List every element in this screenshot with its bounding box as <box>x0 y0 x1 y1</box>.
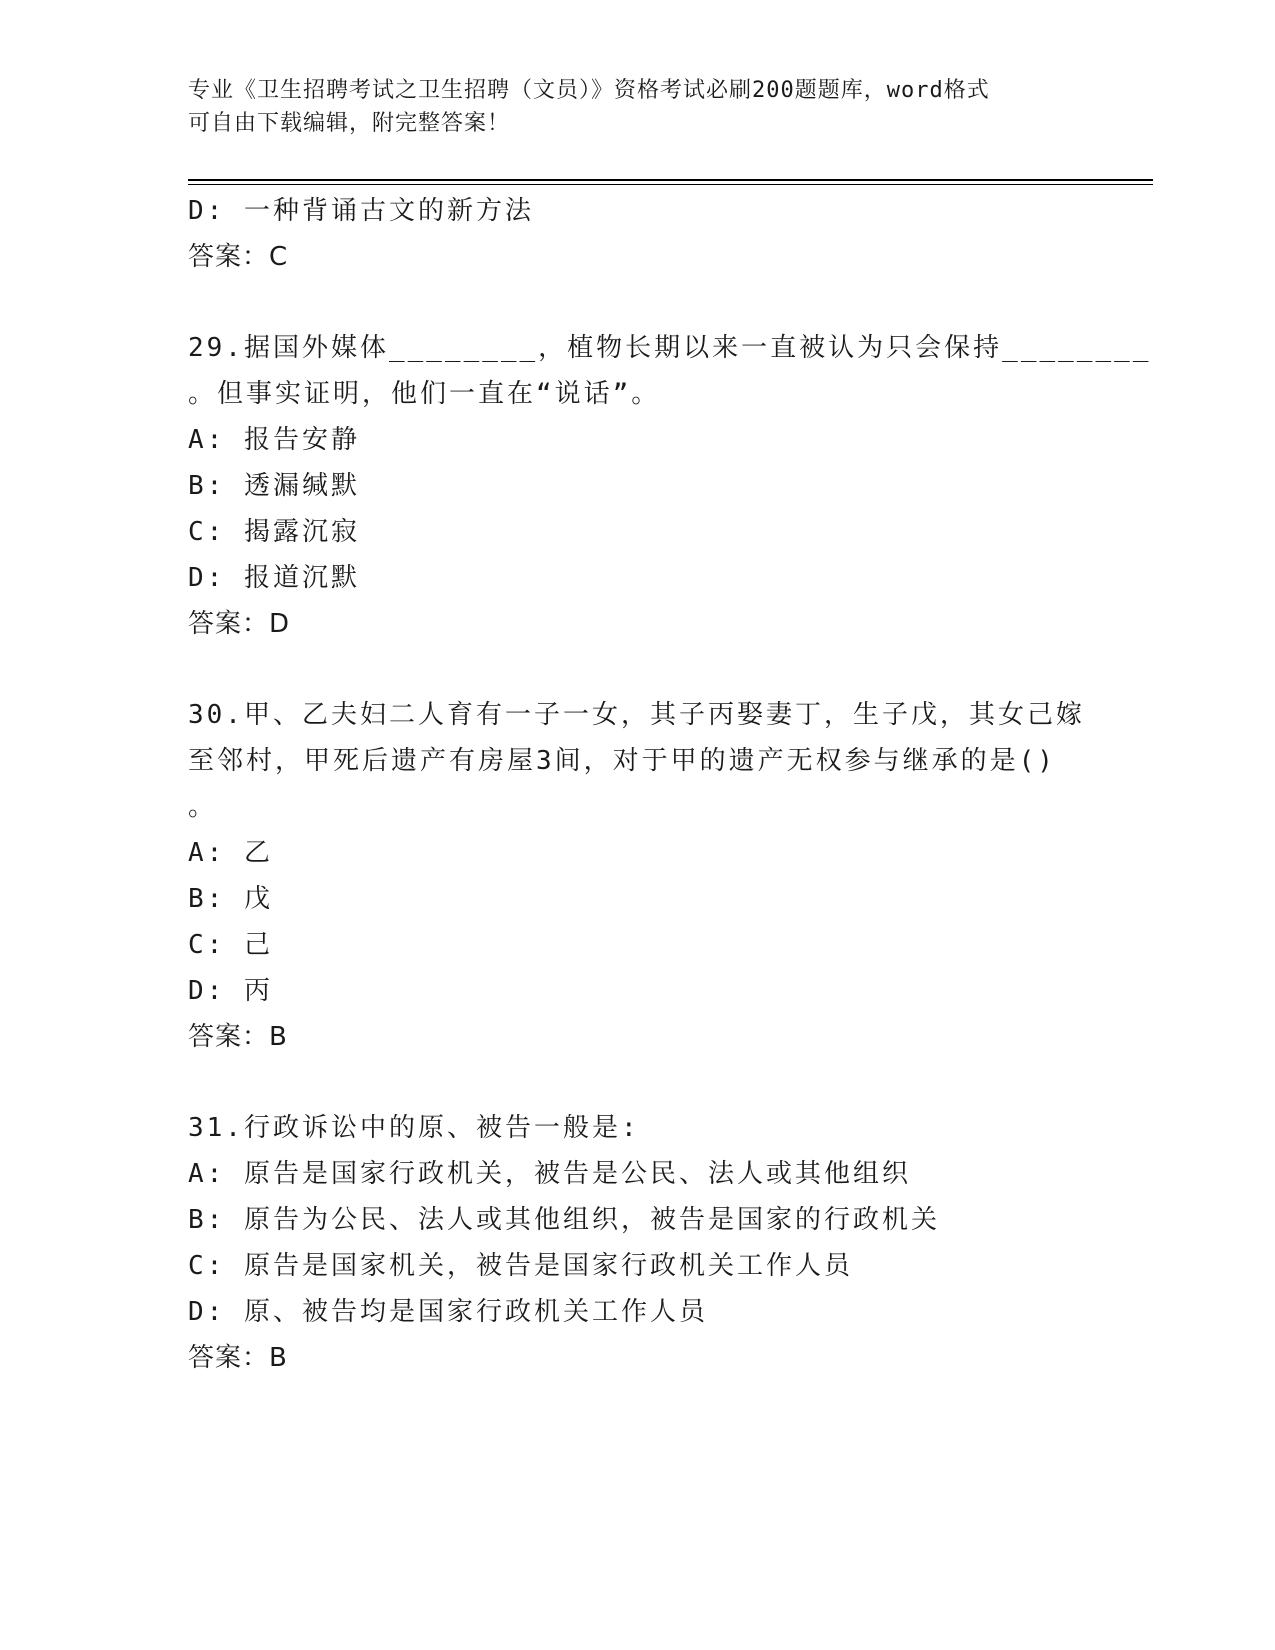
question-30 <box>188 692 1088 1060</box>
option-b: B: 原告为公民、法人或其他组织，被告是国家的行政机关 <box>188 1205 940 1235</box>
question-stem-line: 。 <box>188 792 218 822</box>
header-line-2: 可自由下载编辑，附完整答案！ <box>188 111 511 136</box>
spacer <box>188 280 1088 325</box>
answer-line: 答案：D <box>188 609 291 639</box>
option-a: A: 报告安静 <box>188 425 360 455</box>
option-c: C: 原告是国家机关，被告是国家行政机关工作人员 <box>188 1251 853 1281</box>
spacer <box>188 647 1088 692</box>
document-body <box>188 188 1152 1381</box>
question-31 <box>188 1105 1088 1381</box>
option-d: D: 报道沉默 <box>188 563 360 593</box>
option-d: D: 丙 <box>188 976 273 1006</box>
answer-line: 答案：B <box>188 1343 288 1373</box>
document-header <box>188 74 1088 140</box>
option-b: B: 戊 <box>188 884 273 914</box>
question-stem-line: 29.据国外媒体________，植物长期以来一直被认为只会保持________ <box>188 333 1152 363</box>
option-d: D: 原、被告均是国家行政机关工作人员 <box>188 1297 708 1327</box>
answer-line: 答案：B <box>188 1022 288 1052</box>
header-divider-thin <box>188 184 1153 185</box>
question-stem-line: 30.甲、乙夫妇二人育有一子一女，其子丙娶妻丁，生子戊，其女己嫁 <box>188 700 1085 730</box>
option-c: C: 己 <box>188 930 273 960</box>
answer-line: 答案：C <box>188 242 289 272</box>
option-a: A: 乙 <box>188 838 273 868</box>
option-c: C: 揭露沉寂 <box>188 517 360 547</box>
question-stem-line: 至邻村，甲死后遗产有房屋3间，对于甲的遗产无权参与继承的是() <box>188 746 1056 776</box>
spacer <box>188 1060 1088 1105</box>
question-28 <box>188 188 1088 280</box>
question-stem-line: 。但事实证明，他们一直在“说话”。 <box>188 379 661 409</box>
header-divider-thick <box>188 179 1153 181</box>
option-a: A: 原告是国家行政机关，被告是公民、法人或其他组织 <box>188 1159 911 1189</box>
header-line-1: 专业《卫生招聘考试之卫生招聘（文员）》资格考试必刷200题题库，word格式 <box>188 78 990 103</box>
option-b: B: 透漏缄默 <box>188 471 360 501</box>
option-d: D: 一种背诵古文的新方法 <box>188 196 534 226</box>
question-stem-line: 31.行政诉讼中的原、被告一般是: <box>188 1113 640 1143</box>
question-29 <box>188 325 1152 647</box>
